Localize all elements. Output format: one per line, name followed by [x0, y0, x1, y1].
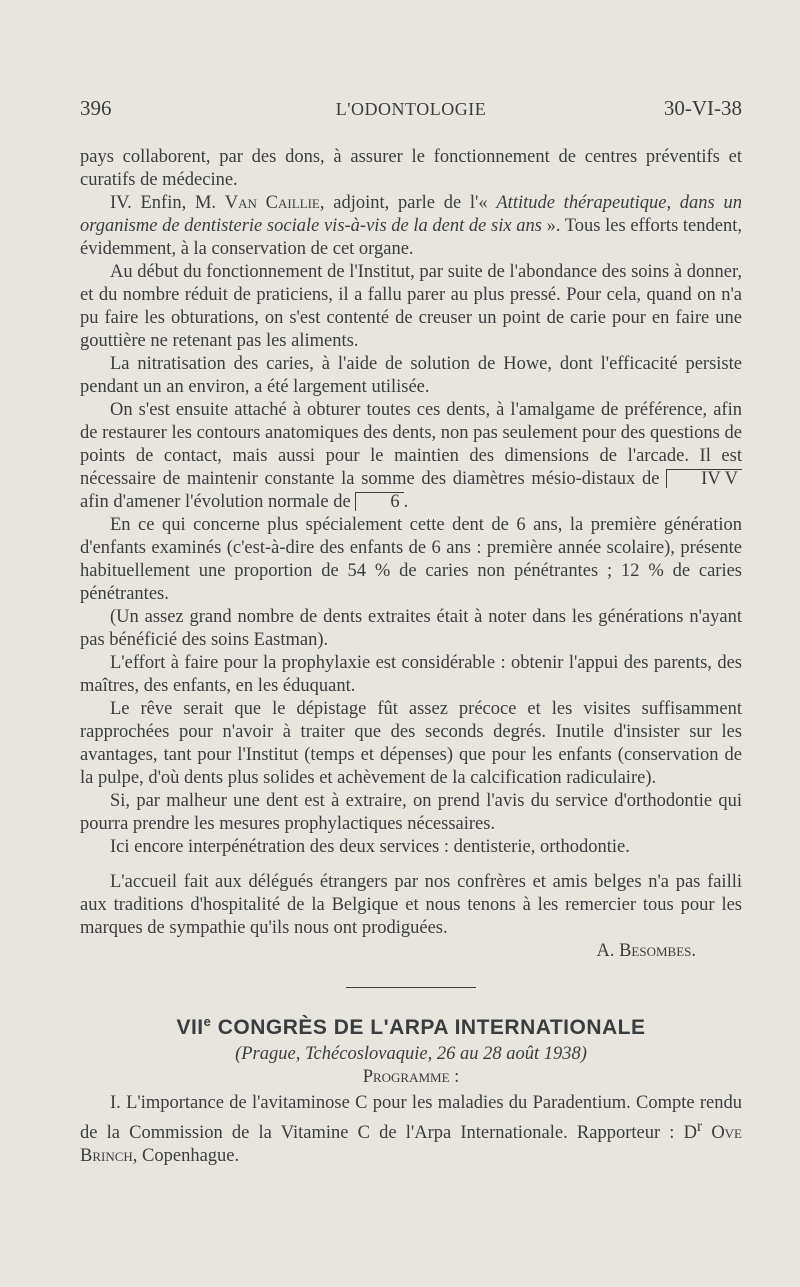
paragraph: En ce qui concerne plus spécialement cette dent de 6 ans, la première génération d'enfants examinés (c'est-à-dire des enfants de 6 ans : première année scolaire), présente habituellement une proportion de 54 % de caries non pénétrantes ; 12 % de caries pénétrantes.: [80, 515, 742, 604]
signature: A. Besombes.: [596, 941, 696, 961]
programme-heading: Programme :: [362, 1067, 460, 1087]
talk-title: Attitude thérapeutique, dans un organisme de dentisterie sociale vis-à-vis de la dent de six ans: [80, 193, 742, 236]
paragraph: Au début du fonctionnement de l'Institut, par suite de l'abondance des soins à donner, et du nombre réduit de praticiens, il a fallu parer au plus pressé. Pour cela, quand on n'a pu faire les obturations, on s'est contenté de creuser un point de carie pour en faire une gouttière ne retenant pas les aliments.: [80, 262, 742, 351]
paragraph: L'accueil fait aux délégués étrangers par nos confrères et amis belges n'a pas failli aux traditions d'hospitalité de la Belgique et nous tenons à les remercier tous pour les marques de sympathie qu'ils nous ont prodiguées.: [80, 872, 742, 938]
paragraph: On s'est ensuite attaché à obturer toutes ces dents, à l'amalgame de préférence, afin de restaurer les contours anatomiques des dents, non pas seulement pour des questions de points de contact, mais aussi pour le maintien des dimensions de l'arcade. Il est nécessaire de maintenir constante la somme des diamètres mésio-distaux de IV V afin d'amener l'évolution normale de 6 .: [80, 400, 742, 512]
page-number: 396: [80, 96, 112, 120]
paragraph: L'effort à faire pour la prophylaxie est considérable : obtenir l'appui des parents, des maîtres, des enfants, en les éduquant.: [80, 653, 742, 696]
rapporteur-name: Ove Brinch: [80, 1123, 743, 1167]
author-name: Van Caillie: [224, 193, 320, 213]
tooth-notation: IV V: [666, 469, 742, 488]
paragraph: Ici encore interpénétration des deux services : dentisterie, orthodontie.: [110, 837, 630, 857]
paragraph: Le rêve serait que le dépistage fût assez précoce et les visites suffisamment rapprochées pour n'avoir à traiter que des seconds degrés. Inutile d'insister sur les avantages, tant pour l'Institut (temps et dépenses) que pour les enfants (conservation de la pulpe, d'où dents plus solides et achèvement de la calcification radiculaire).: [80, 699, 742, 788]
paragraph: Si, par malheur une dent est à extraire, on prend l'avis du service d'orthodontie qui pourra prendre les mesures prophylactiques nécessaires.: [80, 791, 742, 834]
tooth-notation: 6: [355, 492, 403, 511]
paragraph: (Un assez grand nombre de dents extraites était à noter dans les générations n'ayant pas bénéficié des soins Eastman).: [80, 607, 742, 650]
running-title: L'ODONTOLOGIE: [335, 99, 487, 119]
paragraph: pays collaborent, par des dons, à assurer le fonctionnement de centres préventifs et curatifs de médecine.: [80, 147, 742, 190]
section-subtitle: (Prague, Tchécoslovaquie, 26 au 28 août 1938): [235, 1044, 587, 1064]
issue-date: 30-VI-38: [663, 96, 742, 120]
programme-item: I. L'importance de l'avitaminose C pour les maladies du Paradentium. Compte rendu de la Commission de la Vitamine C de l'Arpa Internationale. Rapporteur : $D^r$ Ove Brinch, Copenhague.: [80, 1093, 743, 1167]
body-text: [80, 146, 742, 1168]
running-header: [80, 96, 742, 126]
section-divider: [346, 987, 476, 988]
paragraph: IV. Enfin, M. Van Caillie, adjoint, parle de l'« Attitude thérapeutique, dans un organisme de dentisterie sociale vis-à-vis de la dent de six ans ». Tous les efforts tendent, évidemment, à la conservation de cet organe.: [80, 193, 742, 259]
section-title: VIIe CONGRÈS DE L'ARPA INTERNATIONALE: [176, 1014, 646, 1039]
paragraph: La nitratisation des caries, à l'aide de solution de Howe, dont l'efficacité persiste pendant un an environ, a été largement utilisée.: [80, 354, 742, 397]
